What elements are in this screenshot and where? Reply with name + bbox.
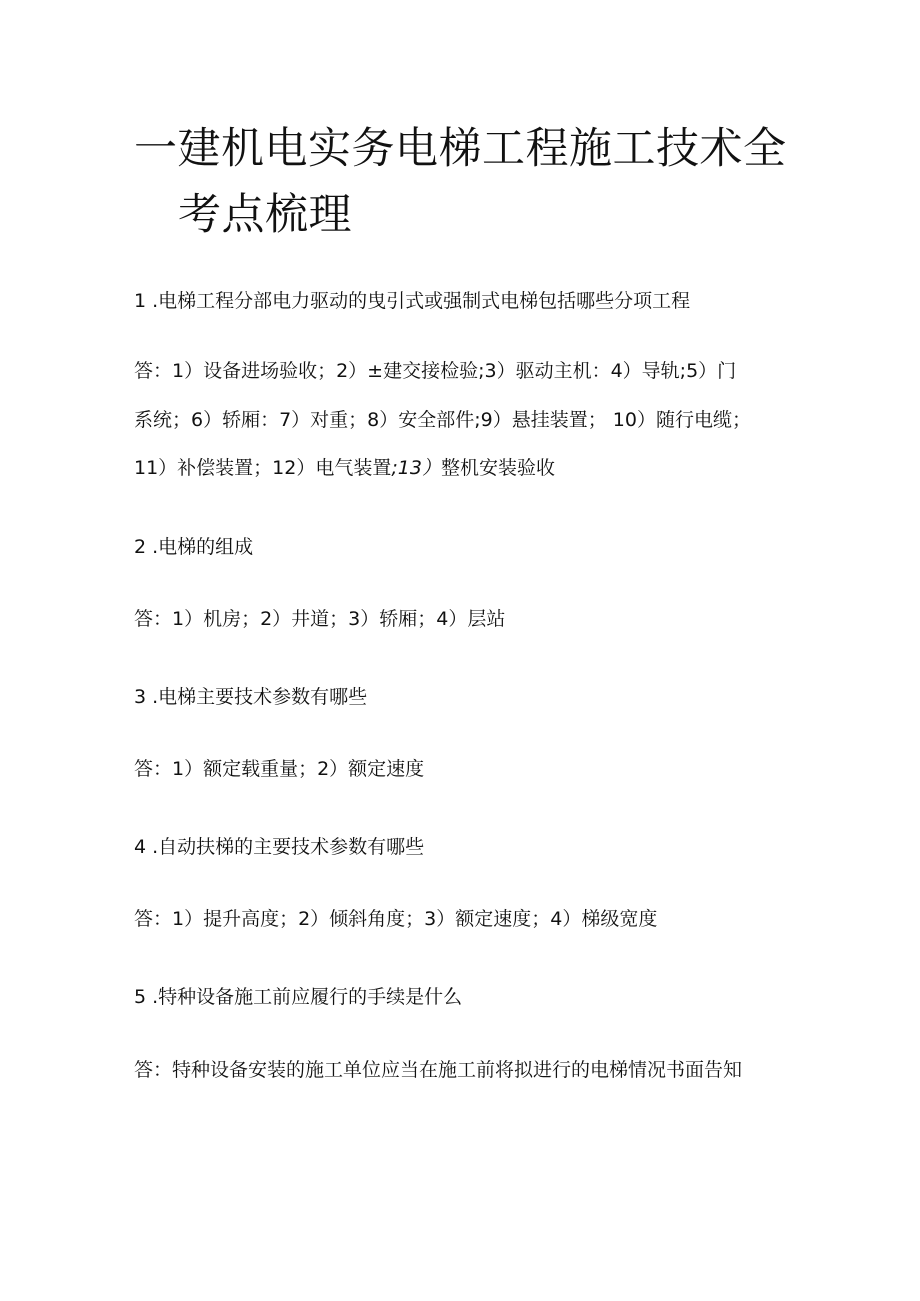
answer-2: 答：1）机房；2）井道；3）轿厢；4）层站 [134,608,506,630]
answer-1-line-3-part-b: 整机安装验收 [440,457,555,479]
title-line-1: 一建机电实务电梯工程施工技术全 [134,124,787,174]
answer-1-line-3 [134,456,555,480]
question-4: 4 .自动扶梯的主要技术参数有哪些 [134,836,425,858]
answer-1-line-2: 系统；6）轿厢：7）对重；8）安全部件;9）悬挂装置； 10）随行电缆； [134,409,751,431]
title-line-2: 考点梳理 [178,190,352,240]
question-1: 1 .电梯工程分部电力驱动的曳引式或强制式电梯包括哪些分项工程 [134,290,691,312]
answer-1-line-1: 答：1）设备进场验收；2）±建交接检验;3）驱动主机：4）导轨;5）门 [134,360,737,382]
answer-1-line-3-part-a: 11）补偿装置；12）电气装置 [134,457,392,479]
answer-1-line-3-italic: ;13） [391,457,441,479]
question-2: 2 .电梯的组成 [134,536,254,558]
answer-4: 答：1）提升高度；2）倾斜角度；3）额定速度；4）梯级宽度 [134,908,658,930]
question-5: 5 .特种设备施工前应履行的手续是什么 [134,986,463,1008]
document-title [134,116,814,248]
question-3: 3 .电梯主要技术参数有哪些 [134,686,368,708]
answer-3: 答：1）额定载重量；2）额定速度 [134,758,425,780]
answer-5: 答：特种设备安装的施工单位应当在施工前将拟进行的电梯情况书面告知 [134,1059,743,1081]
